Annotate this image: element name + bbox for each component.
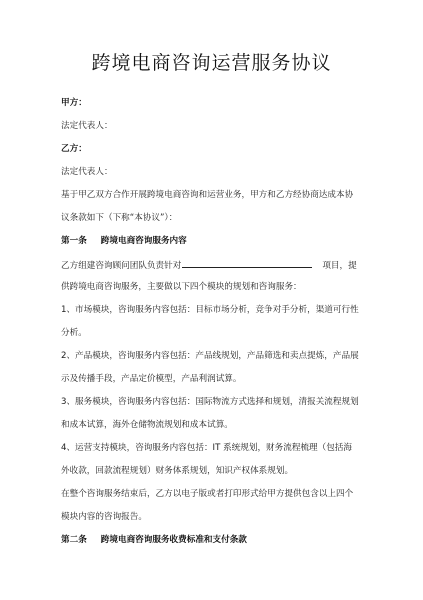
party-b-representative: 法定代表人：: [61, 167, 113, 177]
closing-line-1: 在整个咨询服务结束后，乙方以电子版或者打印形式给甲方提供包含以上四个: [61, 489, 354, 499]
article-1-heading: [61, 235, 187, 247]
module-1-line-1: 1、市场模块，咨询服务内容包括：目标市场分析，竞争对手分析，渠道可行性: [61, 305, 359, 315]
module-2-line-2: 示及传播手段，产品定价模型，产品利润试算。: [61, 374, 242, 384]
party-a-label: 甲方：: [61, 98, 87, 108]
article-2-number: 第二条: [61, 535, 87, 545]
module-2-line-1: 2、产品模块，咨询服务内容包括：产品线规划，产品筛选和卖点提炼，产品展: [61, 351, 359, 361]
preamble-line-2: 议条款如下（下称“本协议”）：: [61, 213, 178, 223]
article-1-title: 跨境电商咨询服务内容: [100, 236, 187, 246]
article-1-number: 第一条: [61, 236, 87, 246]
closing-line-2: 模块内容的咨询报告。: [61, 512, 147, 522]
party-a-representative: 法定代表人：: [61, 121, 113, 131]
intro-prefix: 乙方组建咨询顾问团队负责针对: [61, 261, 182, 271]
module-4-line-2: 外收款，回款流程规划）财务体系规划，知识产权体系规划。: [61, 466, 294, 476]
article-2-title: 跨境电商咨询服务收费标准和支付条款: [100, 535, 247, 545]
party-b-label: 乙方：: [61, 144, 87, 154]
module-3-line-2: 和成本试算，海外仓储物流规划和成本试算。: [61, 420, 233, 430]
article-2-heading: [61, 534, 247, 546]
document-title: 跨境电商咨询运营服务协议: [91, 52, 332, 74]
module-3-line-1: 3、服务模块，咨询服务内容包括：国际物流方式选择和规划，清报关流程规划: [61, 397, 359, 407]
module-1-line-2: 分析。: [61, 328, 87, 338]
article-1-intro-line-2: 供跨境电商咨询服务，主要做以下四个模块的规划和咨询服务：: [61, 282, 302, 292]
preamble-line-1: 基于甲乙双方合作开展跨境电商咨询和运营业务，甲方和乙方经协商达成本协: [61, 190, 354, 200]
project-name-blank: [182, 258, 312, 268]
module-4-line-1: 4、运营支持模块，咨询服务内容包括：IT 系统规划，财务流程梳理（包括海: [61, 443, 352, 453]
article-1-intro-line-1: [61, 258, 357, 272]
intro-suffix: 项目，提: [322, 261, 357, 271]
